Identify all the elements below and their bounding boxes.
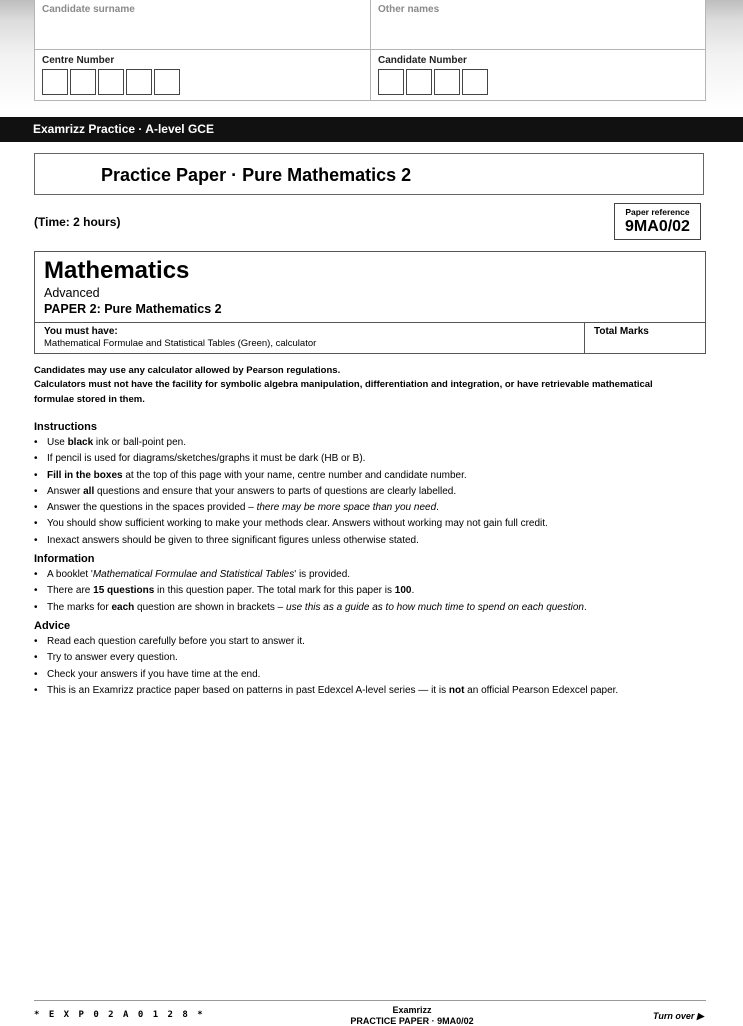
footer-brand: Examrizz (392, 1005, 432, 1015)
subject-box (34, 251, 706, 354)
advice-item: • Read each question carefully before you start to answer it. (34, 634, 724, 650)
information-heading: Information (34, 553, 95, 565)
paper-name: PAPER 2: Pure Mathematics 2 (44, 302, 222, 316)
advice-list (34, 634, 724, 699)
information-list (34, 567, 724, 616)
instruction-item: • If pencil is used for diagrams/sketches/graphs it must be dark (HB or B). (34, 451, 724, 467)
candidate-surname-label: Candidate surname (42, 4, 135, 15)
candidate-number-cell[interactable] (462, 69, 488, 95)
candidate-details-box (34, 0, 706, 101)
centre-number-cell[interactable] (126, 69, 152, 95)
instruction-item: • Inexact answers should be given to three significant figures unless otherwise stated. (34, 533, 724, 549)
footer-practice-paper: PRACTICE PAPER · 9MA0/02 (350, 1016, 474, 1026)
total-marks-label: Total Marks (594, 326, 649, 337)
centre-number-cell[interactable] (42, 69, 68, 95)
candidate-number-label: Candidate Number (378, 55, 467, 66)
paper-reference-box (614, 203, 701, 240)
subject-name: Mathematics (44, 257, 190, 284)
centre-number-cell[interactable] (98, 69, 124, 95)
footer-divider (34, 1000, 706, 1001)
must-have-label: You must have: (44, 326, 118, 337)
time-allowed: (Time: 2 hours) (34, 215, 121, 229)
centre-number-cell[interactable] (154, 69, 180, 95)
paper-reference-value: 9MA0/02 (625, 218, 690, 235)
must-have-value: Mathematical Formulae and Statistical Tables (Green), calculator (44, 338, 317, 349)
candidate-number-cell[interactable] (378, 69, 404, 95)
advice-heading: Advice (34, 620, 71, 632)
instruction-item: • Fill in the boxes at the top of this page with your name, centre number and candidate number. (34, 468, 724, 484)
instructions-heading: Instructions (34, 421, 97, 433)
information-item: • The marks for each question are shown in brackets – use this as a guide as to how much time to spend on each question. (34, 600, 724, 616)
centre-number-label: Centre Number (42, 55, 115, 66)
barcode-text: * E X P 0 2 A 0 1 2 8 * (34, 1010, 205, 1020)
advice-item: • Try to answer every question. (34, 650, 724, 666)
calculator-note: Candidates may use any calculator allowed by Pearson regulations. (34, 365, 341, 376)
calculator-restriction-note: Calculators must not have the facility for symbolic algebra manipulation, differentiation and integration, or have retrievable mathematical formulae stored in them. (34, 379, 653, 405)
instruction-item: • Answer the questions in the spaces provided – there may be more space than you need. (34, 500, 724, 516)
turn-over-label: Turn over ▶ (653, 1011, 704, 1021)
advice-item: • This is an Examrizz practice paper based on patterns in past Edexcel A-level series — it is not an official Pearson Edexcel paper. (34, 683, 724, 699)
other-names-label: Other names (378, 4, 440, 15)
information-item: • There are 15 questions in this question paper. The total mark for this paper is 100. (34, 583, 724, 599)
instruction-item: • You should show sufficient working to make your methods clear. Answers without working may not gain full credit. (34, 516, 724, 532)
subject-level: Advanced (44, 286, 100, 300)
exam-board-band: Examrizz Practice · A-level GCE (0, 117, 743, 142)
instruction-item: • Use black ink or ball-point pen. (34, 435, 724, 451)
instruction-item: • Answer all questions and ensure that your answers to parts of questions are clearly labelled. (34, 484, 724, 500)
centre-number-cell[interactable] (70, 69, 96, 95)
instructions-list (34, 435, 724, 549)
title-box (34, 153, 704, 195)
candidate-number-boxes[interactable] (378, 69, 490, 95)
advice-item: • Check your answers if you have time at the end. (34, 667, 724, 683)
centre-number-boxes[interactable] (42, 69, 182, 95)
candidate-number-cell[interactable] (406, 69, 432, 95)
candidate-number-cell[interactable] (434, 69, 460, 95)
paper-title: Practice Paper · Pure Mathematics 2 (101, 165, 412, 185)
information-item: • A booklet 'Mathematical Formulae and Statistical Tables' is provided. (34, 567, 724, 583)
paper-reference-label: Paper reference (625, 207, 690, 217)
